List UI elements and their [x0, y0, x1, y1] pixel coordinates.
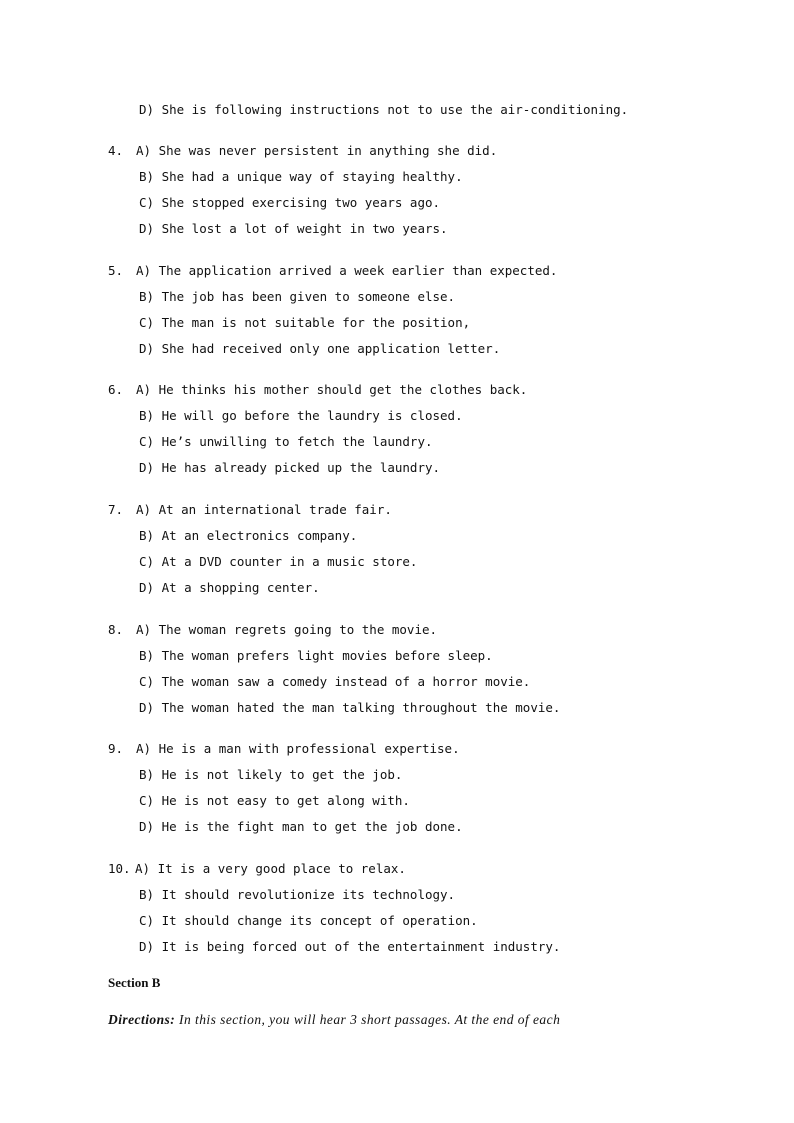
option-d: D) He has already picked up the laundry.	[139, 460, 441, 475]
option-d: D) She lost a lot of weight in two years.	[139, 221, 448, 236]
section-b-heading: Section B	[108, 975, 161, 990]
question-number: 5.	[108, 263, 124, 278]
option-a: A) She was never persistent in anything she did.	[136, 143, 498, 158]
option-c: C) She stopped exercising two years ago.	[139, 195, 441, 210]
option-c: C) At a DVD counter in a music store.	[139, 554, 418, 569]
option-c: C) He’s unwilling to fetch the laundry.	[139, 434, 433, 449]
option-b: B) It should revolutionize its technology.	[139, 887, 456, 902]
option-b: B) The woman prefers light movies before sleep.	[139, 648, 493, 663]
option-d: D) He is the fight man to get the job done.	[139, 819, 463, 834]
question-number: 10.	[108, 861, 131, 876]
option-a: A) He is a man with professional expertise.	[136, 741, 460, 756]
question-number: 7.	[108, 502, 124, 517]
option-d: D) At a shopping center.	[139, 580, 320, 595]
option-b: B) She had a unique way of staying healthy.	[139, 169, 463, 184]
option-b: B) The job has been given to someone else.	[139, 289, 456, 304]
question-number: 8.	[108, 622, 124, 637]
option-b: B) He is not likely to get the job.	[139, 767, 403, 782]
carryover-option-d: D) She is following instructions not to use the air-conditioning.	[139, 102, 629, 117]
option-d: D) The woman hated the man talking throughout the movie.	[139, 700, 561, 715]
option-a: A) The woman regrets going to the movie.	[136, 622, 438, 637]
question-number: 9.	[108, 741, 124, 756]
option-c: C) It should change its concept of operation.	[139, 913, 478, 928]
option-d: D) It is being forced out of the entertainment industry.	[139, 939, 561, 954]
question-number: 4.	[108, 143, 124, 158]
directions-text: In this section, you will hear 3 short passages. At the end of each	[175, 1012, 561, 1027]
option-c: C) The woman saw a comedy instead of a horror movie.	[139, 674, 531, 689]
option-b: B) At an electronics company.	[139, 528, 358, 543]
option-a: A) At an international trade fair.	[136, 502, 392, 517]
option-d: D) She had received only one application letter.	[139, 341, 501, 356]
option-a: A) The application arrived a week earlier than expected.	[136, 263, 558, 278]
directions-label: Directions:	[108, 1012, 176, 1027]
option-b: B) He will go before the laundry is closed.	[139, 408, 463, 423]
option-a: A) It is a very good place to relax.	[135, 861, 406, 876]
option-c: C) The man is not suitable for the position,	[139, 315, 471, 330]
option-c: C) He is not easy to get along with.	[139, 793, 410, 808]
question-number: 6.	[108, 382, 124, 397]
section-b-directions	[108, 1012, 560, 1028]
option-a: A) He thinks his mother should get the clothes back.	[136, 382, 528, 397]
